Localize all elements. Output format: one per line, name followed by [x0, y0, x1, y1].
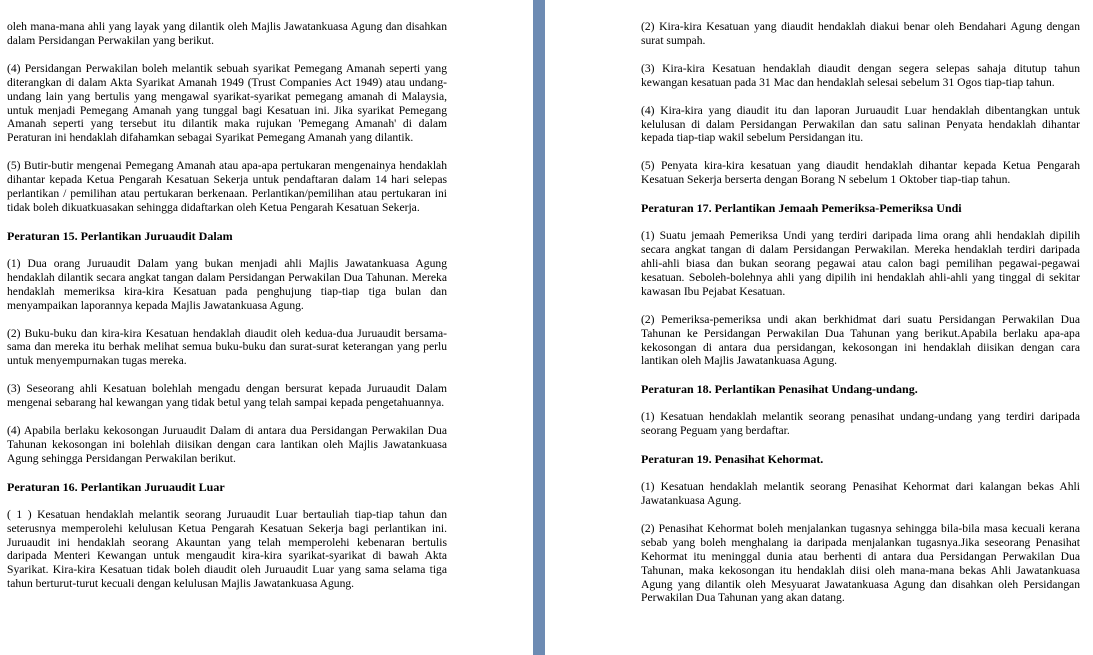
paragraph: (2) Pemeriksa-pemeriksa undi akan berkhidmat dari suatu Persidangan Perwakilan Dua Tahunan ke Persidangan Perwakilan Dua Tahunan yang berikut.Apabila berlaku apa-apa kekosongan di antara dua persidangan, kekosongan ini hendaklah diisikan dengan cara lantikan oleh Majlis Jawatankuasa Agung.: [641, 312, 1080, 368]
section-heading: Peraturan 19. Penasihat Kehormat.: [641, 452, 824, 467]
paragraph: (5) Penyata kira-kira kesatuan yang diaudit hendaklah dihantar kepada Ketua Pengarah Kesatuan Sekerja berserta dengan Borang N sebelum 1 Oktober tiap-tiap tahun.: [641, 159, 1080, 187]
right-page: [545, 0, 1093, 655]
paragraph: (1) Kesatuan hendaklah melantik seorang Penasihat Kehormat dari kalangan bekas Ahli Jawatankuasa Agung.: [641, 480, 1080, 508]
section-heading: Peraturan 15. Perlantikan Juruaudit Dalam: [7, 228, 233, 243]
section-heading: Peraturan 16. Perlantikan Juruaudit Luar: [7, 479, 225, 494]
paragraph: ( 1 ) Kesatuan hendaklah melantik seorang Juruaudit Luar bertauliah tiap-tiap tahun dan seterusnya memperolehi kelulusan Ketua Pengarah Kesatuan Sekerja bagi perlantikan ini. Juruaudit ini hendaklah seorang Akauntan yang telah memperolehi kebenaran bertulis daripada Menteri Kewangan untuk mengaudit kira-kira syarikat-syarikat di bawah Akta Syarikat. Kira-kira Kesatuan tidak boleh diaudit oleh Juruaudit Luar yang sama selama tiga tahun berturut-turut kecuali dengan kelulusan Majlis Jawatankuasa Agung.: [7, 507, 447, 591]
paragraph: (3) Seseorang ahli Kesatuan bolehlah mengadu dengan bersurat kepada Juruaudit Dalam mengenai sebarang hal kewangan yang tidak betul yang telah sampai kepada pengetahuannya.: [7, 382, 447, 410]
left-page: [0, 0, 533, 655]
section-heading: Peraturan 17. Perlantikan Jemaah Pemeriksa-Pemeriksa Undi: [641, 201, 962, 216]
paragraph: oleh mana-mana ahli yang layak yang dilantik oleh Majlis Jawatankuasa Agung dan disahkan dalam Persidangan Perwakilan yang berikut.: [7, 20, 447, 47]
paragraph: (1) Dua orang Juruaudit Dalam yang bukan menjadi ahli Majlis Jawatankuasa Agung hendaklah dilantik secara angkat tangan dalam Persidangan Perwakilan Dua Tahunan. Mereka hendaklah memeriksa kira-kira Kesatuan pada penghujung tiap-tiap tiga bulan dan menyampaikan laporannya kepada Majlis Jawatankuasa Agung.: [7, 256, 447, 312]
paragraph: (2) Kira-kira Kesatuan yang diaudit hendaklah diakui benar oleh Bendahari Agung dengan surat sumpah.: [641, 20, 1080, 47]
paragraph: (1) Kesatuan hendaklah melantik seorang penasihat undang-undang yang terdiri daripada seorang Peguam yang berdaftar.: [641, 410, 1080, 438]
paragraph: (1) Suatu jemaah Pemeriksa Undi yang terdiri daripada lima orang ahli hendaklah dipilih secara angkat tangan di dalam Persidangan Perwakilan. Mereka hendaklah terdiri daripada ahli-ahli biasa dan bukan seorang pegawai atau calon bagi pemilihan pegawai-pegawai kesatuan. Seboleh-bolehnya ahli yang dipilih ini hendaklah ahli-ahli yang tinggal di sekitar kawasan Ibu Pejabat Kesatuan.: [641, 229, 1080, 298]
paragraph: (5) Butir-butir mengenai Pemegang Amanah atau apa-apa pertukaran mengenainya hendaklah dihantar kepada Ketua Pengarah Kesatuan Sekerja untuk pendaftaran dalam 14 hari selepas perlantikan / pemilihan atau pertukaran berkenaan. Perlantikan/pemilihan atau pertukaran ini tidak boleh dikuatkuasakan sehingga didaftarkan oleh Ketua Pengarah Kesatuan Sekerja.: [7, 159, 447, 214]
paragraph: (4) Persidangan Perwakilan boleh melantik sebuah syarikat Pemegang Amanah seperti yang diterangkan di dalam Akta Syarikat Amanah 1949 (Trust Companies Act 1949) atau undang-undang lain yang bertulis yang mengawal syarikat-syarikat pemegang amanah di Malaysia, untuk menjadi Pemegang Amanah yang tunggal bagi Kesatuan ini. Jika syarikat Pemegang Amanah seperti yang tersebut itu dilantik maka rujukan 'Pemegang Amanah' di dalam Peraturan ini hendaklah difahamkan sebagai Syarikat Pemegang Amanah yang dilantik.: [7, 61, 447, 145]
paragraph: (4) Kira-kira yang diaudit itu dan laporan Juruaudit Luar hendaklah dibentangkan untuk kelulusan di dalam Persidangan Perwakilan dan satu salinan Penyata hendaklah dihantar kepada tiap-tiap wakil sebelum Persidangan itu.: [641, 103, 1080, 145]
section-heading: Peraturan 18. Perlantikan Penasihat Undang-undang.: [641, 382, 918, 397]
paragraph: (3) Kira-kira Kesatuan hendaklah diaudit dengan segera selepas sahaja ditutup tahun kewangan kesatuan pada 31 Mac dan hendaklah selesai sebelum 31 Ogos tiap-tiap tahun.: [641, 61, 1080, 89]
paragraph: (2) Penasihat Kehormat boleh menjalankan tugasnya sehingga bila-bila masa kecuali kerana sebab yang boleh menghalang ia daripada menjalankan tugasnya.Jika seseorang Penasihat Kehormat itu meninggal dunia atau berhenti di antara dua Persidangan Perwakilan Dua Tahunan, maka kekosongan itu hendaklah diisi oleh mana-mana bekas Ahli Jawatankuasa Agung yang dilantik oleh Mesyuarat Jawatankuasa Agung dan disahkan oleh Persidangan Perwakilan Dua Tahunan yang akan datang.: [641, 521, 1080, 605]
paragraph: (4) Apabila berlaku kekosongan Juruaudit Dalam di antara dua Persidangan Perwakilan Dua Tahunan kekosongan ini bolehlah diisikan dengan cara lantikan oleh Majlis Jawatankuasa Agung sehingga Persidangan Perwakilan berikut.: [7, 424, 447, 465]
paragraph: (2) Buku-buku dan kira-kira Kesatuan hendaklah diaudit oleh kedua-dua Juruaudit bersama-sama dan mereka itu berhak melihat semua buku-buku dan surat-surat keterangan yang perlu untuk menyempurnakan tugas mereka.: [7, 326, 447, 368]
